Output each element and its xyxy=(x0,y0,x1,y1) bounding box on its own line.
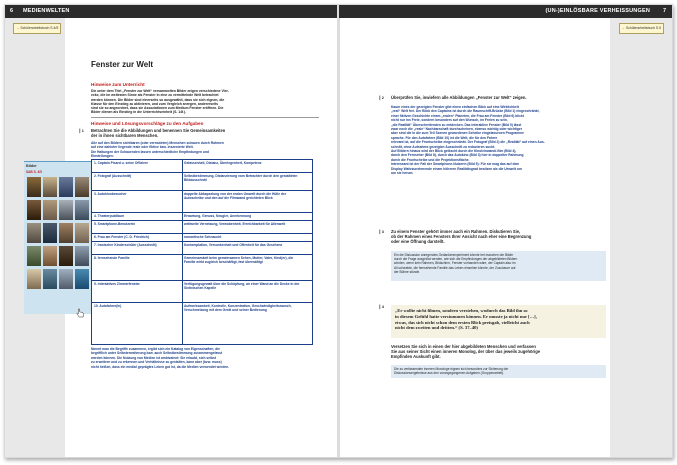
thumbnail-image[interactable] xyxy=(75,269,89,289)
closing-paragraph: Nimmt man die Begriffe zusammen, ergibt sich ein Katalog von Eigenschaften, die begrifflich unter Selbsterweiterung bzw. auch Selbstbestimmung zusammengefasst werden können. Die Nutzung von Medien ist ambivalent: Sie erlaubt, sich selbst zu erweitern und zu erkennen und Verhältnisse zu gestalten, kann aber (bzw. muss) nicht heißen, dass ein medial geprägtes Leben gut ist, da die Medien verwendet werden. xyxy=(91,347,230,369)
hint-heading: Hinweise zum Unterricht xyxy=(91,82,145,87)
page-number: 6 xyxy=(10,8,14,14)
table-row: 3. Autokinobesucher doppelte Abkapselung von der realen Umwelt durch die Hülle der Autoscheibe und den auf die Filmwand gerichteten Blick xyxy=(92,190,312,213)
images-panel xyxy=(24,161,95,314)
thumbnail-image[interactable] xyxy=(27,246,41,266)
reference-label: Schülerarbeitsbuch S.5 xyxy=(625,26,661,30)
images-panel-label: Bilder xyxy=(26,164,37,168)
task-4-text: Versetzen Sie sich in einen der hier abgebildeten Menschen und verfassen Sie aus seiner Sicht einen inneren Monolog, der über das jeweils zugehörige Empfinden Auskunft gibt. xyxy=(391,344,541,360)
task-4-hint-box: Die zu verfassenden inneren Monologe eignen sich besonders zur Sicherung der Diskussionsergebnisse aus den vorangegangenen Aufgaben (Gruppenarbeit). xyxy=(391,365,606,378)
thumbnail-image[interactable] xyxy=(59,246,73,266)
workbook-reference xyxy=(619,23,664,34)
task-3-text: Zu einem Fenster gehört immer auch ein Rahmen. Diskutieren Sie, ob der Rahmen eines Fensters Ihrer Ansicht nach eher eine Begrenzung oder eine Öffnung darstellt. xyxy=(391,229,532,245)
right-page xyxy=(339,5,672,457)
task-2-answer: Kaum eines der gezeigten Fenster gibt einen einfachen Blick auf eine Wirklichkeit „real“ Welt frei. Der Blick des Captains ist durch die Raumschiff-Brücke (Bild 1) eingeschränkt, einer fiktiven Geschichte einem „realen“ Planeten, die Frau am Fenster (Bild 6) blickt nicht nur ins Freie, sondern besonders auf den Wunsch, im Freien zu sein. „die Realität“ Überschreitenden zu entdecken. Das interaktive Fenster (Bild 9) lässt zwar noch die „reale“ Nachbarschaft durchscheinen, ebenso wichtig oder wichtiger aber sind die in die zum Teil Szenen gewordenen Scheibe eingelassenen Programme sprache. Für den Autofahrer (Bild 10) ist die Welt, die für den Fahrer relevant ist, auf die Frontscheibe eingeschränkt. Der Fotograf (Bild 2) die „Realität“ auf einen Aus- schnitt, ohne Aufnahme gezeigten Ausschnitt zu reduzieren sucht. Auf Bildern hinaus wird der Blick gelöscht durch die Kinoleinwand/-film (Bild 4), durch den Fernseher (Bild 8), durch das Autokino (Bild 3) hier in doppelter Rahmung durch die Frontscheibe und die Projektionsfläche. Interessant ist der Fall der Smartphone-Nutzerin (Bild 5): Für sie mag das auf dem Display Wahrzunehmende einem höheren Realitätsgrad besitzen als die Umwelt um um sie herum. xyxy=(391,105,545,176)
task-number: ▌2 xyxy=(379,96,384,100)
divider xyxy=(91,117,319,118)
thumbnail-image[interactable] xyxy=(43,246,57,266)
thumbnail-image[interactable] xyxy=(43,223,57,243)
thumbnail-image[interactable] xyxy=(59,177,73,197)
table-row: 2. Fotograf (Ausschnitt) Selbstbestimmung, Distanzierung vom Betrachter durch den gestalteten Bildausschnitt xyxy=(92,172,312,191)
table-row: 6. Frau am Fenster (C. D. Friedrich) romantische Sehnsucht xyxy=(92,233,312,242)
thumbnail-image[interactable] xyxy=(27,269,41,289)
thumbnail-image[interactable] xyxy=(75,223,89,243)
thumbnail-image[interactable] xyxy=(75,177,89,197)
workbook-reference xyxy=(13,23,61,34)
thumbnail-image[interactable] xyxy=(43,269,57,289)
thumbnail-image[interactable] xyxy=(27,223,41,243)
table-row: 9. interaktives Zimmerfenster Verfügungsgewalt über die Schöpfung, an einer Wand an die Decke in der Sixtinischen Kapelle xyxy=(92,280,312,303)
thumbnail-image[interactable] xyxy=(43,177,57,197)
solutions-heading: Hinweise und Lösungsvorschläge zu den Aufgaben xyxy=(91,121,204,126)
thumbnail-image[interactable] xyxy=(75,246,89,266)
thumbnail-image[interactable] xyxy=(75,200,89,220)
left-header xyxy=(5,5,338,18)
thumbnail-image[interactable] xyxy=(59,269,73,289)
right-margin-column xyxy=(610,18,672,457)
intro-paragraph: Die unter dem Titel „Fenster zur Welt“ versammelten Bilder zeigen verschiedene Vier- ecke, die im weitesten Sinne als Fenster in eine zu vermittelnde Welt betrachtet werden können. Die Bilder sind einerseits so ausgewählt, dass sie sich eignen, die Klasse für den Einstieg zu aktivieren, und zum Vergleich anregen, andererseits sind sie so angeordnet, dass sie Assoziationen zum Medium Fenster eröffnen. Die Bilder dienen als Einstieg in die Unterrichtseinheit (S. 14f.). xyxy=(91,89,229,115)
quote-box: „Er wollte nicht filmen, sondern verstehen, wodurch das Bild ihn so in diesem Gefühl hatte verstummen können. Er musste ja nicht nur […], etwas, das sich nicht schon dem ersten Blick preisgab, vielleicht auch nicht dem zweiten und dritten.“ (S. 37–40) xyxy=(391,305,606,338)
thumbnail-image[interactable] xyxy=(59,223,73,243)
page-title: Fenster zur Welt xyxy=(91,60,154,69)
emotions-table xyxy=(91,159,313,345)
images-panel-reference: SAB S. 4/5 xyxy=(26,170,42,174)
table-row: 1. Captain Picard u. seine Offiziere Gelassenheit, Distanz, Überlegenheit, Kompetenz xyxy=(94,161,262,165)
thumbnail-image[interactable] xyxy=(27,177,41,197)
book-spread xyxy=(4,4,673,458)
section-title: (UN-)EINLÖSBARE VERHEISSUNGEN xyxy=(545,8,650,14)
arrow-right-icon: → xyxy=(16,26,21,30)
thumbnail-image[interactable] xyxy=(43,200,57,220)
reference-label: Schülerarbeitsbuch S.4/5 xyxy=(20,26,59,30)
thumbnail-image[interactable] xyxy=(27,200,41,220)
task-number: ▌4 xyxy=(379,305,384,309)
hand-cursor-icon xyxy=(76,308,84,318)
arrow-right-icon: → xyxy=(621,26,626,30)
thumbnail-image[interactable] xyxy=(59,200,73,220)
task-1-text: Betrachten Sie die Abbildungen und benennen Sie Gemeinsamkeiten der in ihnen sichtbaren Menschen. xyxy=(91,128,226,139)
left-page xyxy=(5,5,338,457)
table-row: 7. Iranischer Kinderschüler (Ausschnitt) Kontemplation, Versunkenheit und Offenheit für das Gesehene xyxy=(92,241,312,255)
table-row: 4. Theaterpublikum Erwartung, Genuss, Neugier, Anerkennung xyxy=(92,212,312,221)
task-number: ▌1 xyxy=(79,129,84,133)
table-row: 8. fernsehende Familie Gemeinsamkeit beim gemeinsamen Sehen, Mutter, Vater, Kind(er), die Familie wirkt zugleich beschäftigt, fast überwältigt xyxy=(92,254,312,281)
section-title: MEDIENWELTEN xyxy=(23,8,70,14)
page-number: 7 xyxy=(662,8,666,14)
task-3-hint-box: Ein die Diskussion anregendes Gedankenexperiment könnte bei manchen der Bilder durch die Frage ausgelöst werden, wie sich die Empfindungen der abgebildeten Bildern würden, wenn kein Rahmen, Bildschirm, Fenster vorhanden wäre, der Captain also im All schwebte, die fernsehende Familie das Leben einsehen könnte, der Zuschauer auf der Bühne stünde. xyxy=(391,251,606,281)
table-row: 5. Smartphone-Benutzerin weltweite Vernetzung, Verwobenheit, Erreichbarkeit für Allenwelt xyxy=(92,220,312,234)
task-2-text: Überprüfen Sie, inwiefern alle Abbildungen „Fenster zur Welt“ zeigen. xyxy=(391,95,527,100)
table-row: 10. Autofahrer(in) Aufmerksamkeit, Kontrolle, Konzentration, Geschwindigkeitsrausch, Verschmelzung mit dem Gerät und seiner Bedienung xyxy=(92,302,312,345)
task-number: ▌3 xyxy=(379,230,384,234)
task-1-answer: Alle auf den Bildern sichtbaren (oder vermuteten) Menschen schauen durch Rahmen auf eine dahinter liegende reale oder fiktive bzw. inszenierte Welt. Die Haltungen der Schauenden lassen unterschiedliche Empfindungen und Einstellungen: xyxy=(91,141,224,159)
right-header xyxy=(339,5,672,18)
